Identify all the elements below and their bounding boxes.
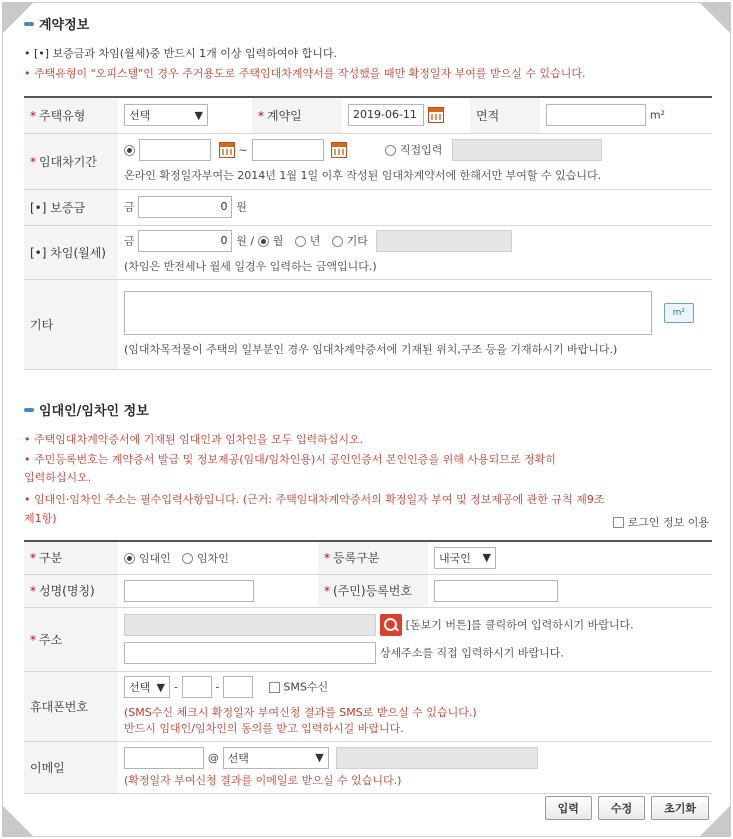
rent-radio-yearly[interactable] (295, 236, 306, 247)
rent-note: (차임은 반전세나 월세 일경우 입력하는 금액입니다.) (124, 260, 377, 273)
area-input[interactable] (546, 104, 646, 126)
address-hint: [돋보기 버튼]를 클릭하여 입력하시기 바랍니다. (405, 618, 634, 632)
phone-prefix-select[interactable]: 선택 ▼ (124, 676, 170, 698)
contract-note-2: • 주택유형이 "오피스텔"인 경우 주거용도로 주택임대차계약서를 작성했을 때만 확정일자 부여를 받으실 수 있습니다. (24, 67, 586, 80)
type-radio-tenant[interactable] (182, 553, 193, 564)
address-detail-hint: 상세주소를 직접 입력하시기 바랍니다. (379, 646, 564, 660)
search-icon[interactable] (380, 614, 402, 636)
corner-decoration (699, 2, 731, 34)
type-radio-landlord[interactable] (124, 553, 135, 564)
area-unit: m² (649, 108, 665, 122)
reg-type-label: * 등록구분 (318, 541, 428, 574)
email-label: 이메일 (24, 741, 118, 793)
etc-note: (임대차목적물이 주택의 일부분인 경우 임대차계약증서에 기재된 위치,구조 등을 기재하시기 바랍니다.) (124, 343, 618, 356)
contract-form-table: * 주택유형 선택 ▼ * 계약일 2019-06-11 면적 m² * 임대차기간 ~ 직접입력 온라인 확정일자부여는 2014년 1월 1일 이후 작성된 임대차계약서에 한해서만 부여할 수 있습니다. [•] 보증금 금 0 원 [•] 차임(월세) 금 0 원 / 월 년 기타 (차임은 반전세나 월세 일경우 입력하는 금액입니다.) 기타 m² (임대차목적물이 주택의 일부분인 경우 임대차계약증서에 기재된 위치,구조 등을 기재하시기 바랍니다.) (24, 96, 712, 370)
house-type-select[interactable]: 선택 ▼ (124, 104, 208, 126)
phone-label: 휴대폰번호 (24, 671, 118, 741)
email-domain-select[interactable]: 선택 ▼ (223, 747, 329, 769)
party-note-2b: 입력하십시오. (24, 471, 92, 484)
area-unit-button[interactable]: m² (664, 303, 694, 323)
area-label: 면적 (470, 97, 540, 133)
email-id-input[interactable] (124, 747, 204, 769)
deposit-input[interactable]: 0 (138, 196, 232, 218)
house-type-label: * 주택유형 (24, 97, 118, 133)
rent-radio-other[interactable] (332, 236, 343, 247)
name-input[interactable] (124, 580, 254, 602)
rent-other-input[interactable] (376, 230, 512, 252)
phone-note-2: 반드시 임대인/임차인의 동의를 받고 입력하시길 바랍니다. (124, 722, 404, 735)
corner-decoration (2, 805, 34, 837)
sms-checkbox[interactable] (269, 682, 280, 693)
bullet-icon (24, 22, 34, 26)
input-button[interactable]: 입력 (545, 796, 592, 820)
party-note-1: • 주택임대차계약증서에 기재된 임대인과 임차인을 모두 입력하십시오. (24, 433, 364, 446)
phone-middle-input[interactable] (182, 676, 212, 698)
period-label: * 임대차기간 (24, 133, 118, 189)
contract-date-label: * 계약일 (252, 97, 342, 133)
party-section-title: 임대인/임차인 정보 (24, 400, 149, 419)
contract-section-title: 계약정보 (24, 14, 89, 33)
login-info-option[interactable]: 로그인 정보 이용 (613, 514, 709, 530)
period-start-input[interactable] (139, 139, 211, 161)
contract-date-input[interactable]: 2019-06-11 (348, 104, 424, 126)
party-note-3: • 임대인·임차인 주소는 필수입력사항입니다. (근거: 주택임대차계약증서의 확정일자 부여 및 정보제공에 관한 규칙 제9조 (24, 493, 605, 506)
address-detail-input[interactable] (124, 642, 376, 664)
chevron-down-icon: ▼ (194, 108, 203, 122)
address-label: * 주소 (24, 607, 118, 671)
rent-label: [•] 차임(월세) (24, 225, 118, 279)
address-input[interactable] (124, 614, 376, 636)
period-radio-direct[interactable] (385, 145, 396, 156)
action-buttons (545, 796, 709, 820)
contract-note-1: • [•] 보증금과 차임(월세)중 반드시 1개 이상 입력하여야 합니다. (24, 47, 338, 60)
bullet-icon (24, 408, 34, 412)
calendar-icon[interactable] (428, 107, 444, 123)
calendar-icon[interactable] (331, 142, 347, 158)
reg-no-label: * (주민)등록번호 (318, 574, 428, 607)
reset-button[interactable]: 초기화 (651, 796, 709, 820)
chevron-down-icon: ▼ (315, 751, 324, 764)
chevron-down-icon: ▼ (156, 680, 165, 694)
reg-type-select[interactable]: 내국인 ▼ (434, 547, 496, 569)
deposit-label: [•] 보증금 (24, 189, 118, 225)
email-note: (확정일자 부여신청 결과를 이메일로 받으실 수 있습니다.) (124, 773, 402, 787)
etc-textarea[interactable] (124, 291, 652, 335)
party-type-label: * 구분 (24, 541, 118, 574)
calendar-icon[interactable] (219, 142, 235, 158)
reg-no-input[interactable] (434, 580, 558, 602)
etc-label: 기타 (24, 279, 118, 369)
rent-input[interactable]: 0 (138, 230, 232, 252)
rent-radio-monthly[interactable] (258, 236, 269, 247)
login-info-checkbox[interactable] (613, 517, 624, 528)
period-note: 온라인 확정일자부여는 2014년 1월 1일 이후 작성된 임대차계약서에 한해서만 부여할 수 있습니다. (124, 169, 602, 182)
party-note-2: • 주민등록번호는 계약증서 발급 및 정보제공(임대/임차인용)시 공인인증서 본인인증을 위해 사용되므로 정확히 (24, 453, 556, 466)
party-form-table: * 구분 임대인 임차인 * 등록구분 내국인 ▼ * 성명(명칭) * (주민)등록번호 * 주소 [돋보기 버튼]를 클릭하여 입력하시기 바랍니다. 상세주소를 직접 입력하시기 바랍니다. 휴대폰번호 선택 ▼ - - SMS수신 (SMS수신 체크시 확정일자 부여신청 결과를 SMS로 받으실 수 있습니다.) 반드시 임대인/임차인의 동의를 받고 입력하시길 바랍니다. 이메일 @ 선택 ▼ (확정일자 부여신청 결과를 이메일로 받으실 수 있습니다.) (24, 540, 712, 794)
phone-note-1: (SMS수신 체크시 확정일자 부여신청 결과를 SMS로 받으실 수 있습니다.) (124, 706, 477, 719)
period-radio-date[interactable] (124, 145, 135, 156)
phone-last-input[interactable] (223, 676, 253, 698)
period-direct-input[interactable] (452, 139, 602, 161)
email-domain-input[interactable] (336, 747, 538, 769)
chevron-down-icon: ▼ (482, 551, 491, 565)
name-label: * 성명(명칭) (24, 574, 118, 607)
edit-button[interactable]: 수정 (598, 796, 645, 820)
party-note-3b: 제1항) (24, 512, 57, 525)
period-end-input[interactable] (252, 139, 324, 161)
